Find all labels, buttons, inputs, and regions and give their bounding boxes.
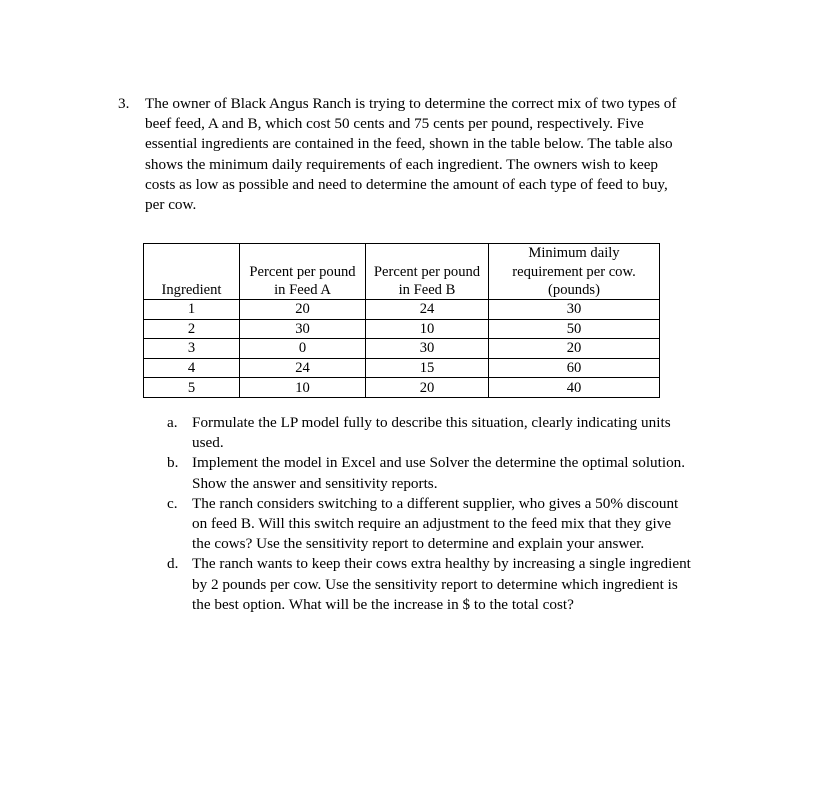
problem-line: essential ingredients are contained in the feed, shown in the table below. The table also (145, 135, 673, 153)
subpart-letter: a. (167, 414, 178, 431)
table-cell: 5 (144, 378, 240, 398)
subpart-line: by 2 pounds per cow. Use the sensitivity report to determine which ingredient is (192, 575, 678, 593)
table-cell: 20 (366, 378, 489, 398)
subpart-line: the best option. What will be the increase in $ to the total cost? (192, 595, 574, 613)
table-cell: 30 (240, 319, 366, 339)
subpart-line: the cows? Use the sensitivity report to determine and explain your answer. (192, 535, 645, 553)
problem-line: per cow. (145, 196, 197, 214)
table-row (144, 339, 660, 359)
table-row (144, 319, 660, 339)
subpart-list (167, 413, 737, 615)
table-cell: 3 (144, 339, 240, 359)
problem-line: costs as low as possible and need to determine the amount of each type of feed to buy, (145, 175, 668, 193)
table-cell: 10 (240, 378, 366, 398)
table-cell: 20 (489, 339, 660, 359)
table-cell: 15 (366, 358, 489, 378)
table-cell: 60 (489, 358, 660, 378)
subpart-letter: d. (167, 555, 179, 573)
table-cell: 50 (489, 319, 660, 339)
subpart-a (167, 413, 737, 453)
table-row (144, 378, 660, 398)
subpart-d (167, 554, 737, 615)
subpart-line: used. (192, 434, 224, 452)
table-cell: 4 (144, 358, 240, 378)
table-cell: 30 (489, 300, 660, 320)
subpart-line: The ranch wants to keep their cows extra healthy by increasing a single ingredient (192, 555, 691, 573)
table-cell: 10 (366, 319, 489, 339)
subpart-letter: b. (167, 454, 179, 472)
subpart-b (167, 453, 737, 493)
problem-number: 3. (118, 95, 130, 112)
ingredient-table (143, 243, 660, 398)
header-feed-b: Percent per pound in Feed B (366, 244, 489, 300)
table-cell: 40 (489, 378, 660, 398)
table-row (144, 358, 660, 378)
table-cell: 30 (366, 339, 489, 359)
table-cell: 0 (240, 339, 366, 359)
subpart-line: The ranch considers switching to a different supplier, who gives a 50% discount (192, 494, 679, 512)
header-minimum-requirement: Minimum daily requirement per cow. (pounds) (489, 244, 660, 300)
subpart-c (167, 494, 737, 555)
subpart-line: on feed B. Will this switch require an adjustment to the feed mix that they give (192, 515, 672, 533)
subpart-line: Formulate the LP model fully to describe this situation, clearly indicating units (192, 414, 671, 431)
table-cell: 24 (366, 300, 489, 320)
table-cell: 1 (144, 300, 240, 320)
table-cell: 20 (240, 300, 366, 320)
table-row (144, 300, 660, 320)
subpart-line: Show the answer and sensitivity reports. (192, 474, 438, 492)
table-cell: 2 (144, 319, 240, 339)
table-header-row (144, 244, 660, 300)
subpart-line: Implement the model in Excel and use Solver the determine the optimal solution. (192, 454, 686, 472)
table-cell: 24 (240, 358, 366, 378)
header-ingredient: Ingredient (144, 244, 240, 300)
problem-text (145, 94, 725, 215)
problem-line: The owner of Black Angus Ranch is trying to determine the correct mix of two types of (145, 95, 677, 112)
problem-line: shows the minimum daily requirements of each ingredient. The owners wish to keep (145, 155, 659, 173)
problem-line: beef feed, A and B, which cost 50 cents and 75 cents per pound, respectively. Five (145, 115, 644, 133)
header-feed-a: Percent per pound in Feed A (240, 244, 366, 300)
subpart-letter: c. (167, 494, 178, 512)
